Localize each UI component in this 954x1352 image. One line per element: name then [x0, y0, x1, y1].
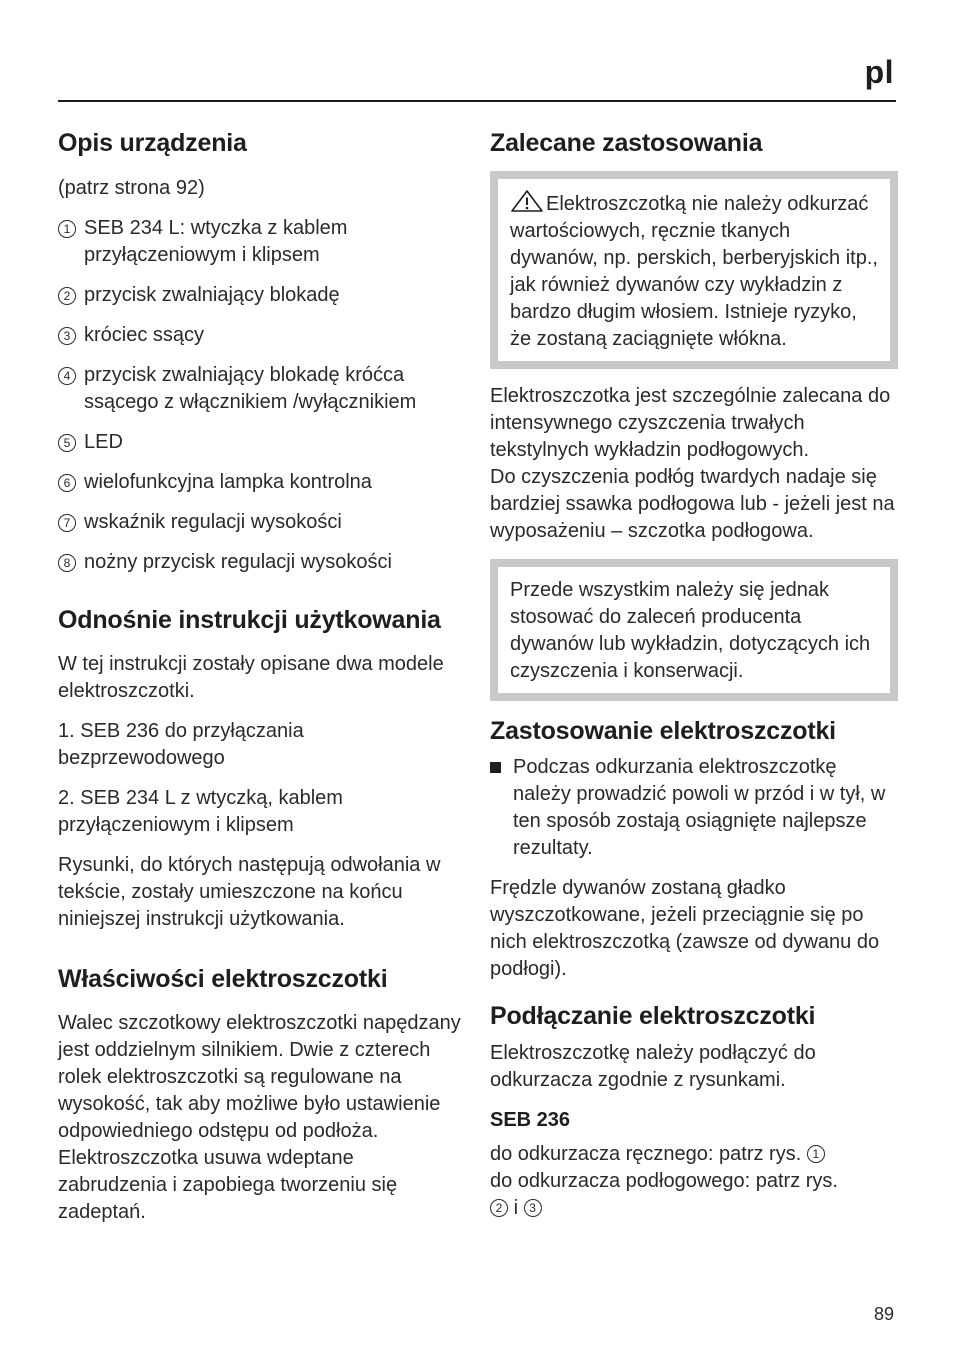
figure-ref-text: do odkurzacza ręcznego: patrz rys.	[490, 1143, 802, 1165]
podlaczanie-text: Elektroszczotkę należy podłączyć do odkurzacza zgodnie z rysunkami.	[490, 1042, 816, 1091]
left-column	[58, 120, 470, 1226]
zalecane-text-2: Do czyszczenia podłóg twardych nadaje się bardziej ssawka podłogowa lub - jeżeli jest na wyposażeniu – szczotka podłogowa.	[490, 466, 895, 542]
instr-model-2: 2. SEB 234 L z wtyczką, kablem przyłączeniowym i klipsem	[58, 787, 343, 836]
zalecane-text-1: Elektroszczotka jest szczególnie zalecana do intensywnego czyszczenia trwałych tekstylnych wykładzin podłogowych.	[490, 385, 891, 461]
instr-figures-note: Rysunki, do których następują odwołania w tekście, zostały umieszczone na końcu niniejszej instrukcji użytkowania.	[58, 854, 441, 930]
note-text: Przede wszystkim należy się jednak stosować do zaleceń producenta dywanów lub wykładzin, dotyczących ich czyszczenia i konserwacji.	[510, 579, 871, 682]
list-item-text: wskaźnik regulacji wysokości	[84, 511, 342, 533]
list-item-text: nożny przycisk regulacji wysokości	[84, 551, 392, 573]
figure-ref-line-3	[490, 1195, 898, 1222]
header-rule	[58, 100, 896, 102]
list-item-text: przycisk zwalniający blokadę	[84, 284, 340, 306]
warning-box	[490, 171, 898, 369]
list-item	[58, 429, 470, 456]
section-title-zalecane: Zalecane zastosowania	[490, 129, 763, 157]
list-item-text: SEB 234 L: wtyczka z kablem przyłączeniowym i klipsem	[84, 217, 348, 266]
list-item-text: LED	[84, 431, 123, 453]
circled-number-icon: 1	[58, 220, 76, 238]
list-item-text: przycisk zwalniający blokadę króćca ssącego z włącznikiem /wyłącznikiem	[84, 364, 417, 413]
circled-number-icon: 3	[58, 327, 76, 345]
section-title-zastosowanie: Zastosowanie elektroszczotki	[490, 717, 836, 745]
section-title-podlaczanie: Podłączanie elektroszczotki	[490, 1002, 816, 1030]
note-box	[490, 559, 898, 701]
circled-number-icon: 6	[58, 474, 76, 492]
list-item	[58, 282, 470, 309]
list-item-text: wielofunkcyjna lampka kontrolna	[84, 471, 372, 493]
page-number: 89	[873, 1304, 894, 1324]
square-bullet-icon	[490, 762, 501, 773]
wlasciwosci-text: Walec szczotkowy elektroszczotki napędzany jest oddzielnym silnikiem. Dwie z czterech rolek elektroszczotki są regulowane na wysokość, tak aby możliwe było ustawienie odpowiedniego odstępu od podłoża. Elektroszczotka usuwa wdeptane zabrudzenia i zapobiega tworzeniu się zadeptań.	[58, 1012, 461, 1223]
circled-number-icon: 3	[524, 1199, 542, 1217]
figure-ref-and: i	[513, 1197, 519, 1219]
instr-intro: W tej instrukcji zostały opisane dwa modele elektroszczotki.	[58, 653, 444, 702]
model-subtitle: SEB 236	[490, 1109, 571, 1131]
bullet-text: Podczas odkurzania elektroszczotkę należy prowadzić powoli w przód i w tył, w ten sposób zostają osiągnięte najlepsze rezultaty.	[513, 756, 886, 859]
figure-ref-line-1	[490, 1141, 898, 1168]
warning-text: Elektroszczotką nie należy odkurzać wartościowych, ręcznie tkanych dywanów, np. perskich, berberyjskich itp., jak również dywanów czy wykładzin z bardzo długim włosiem. Istnieje ryzyko, że zostaną zaciągnięte włókna.	[510, 193, 878, 350]
opis-ref: (patrz strona 92)	[58, 177, 205, 199]
right-column	[490, 120, 898, 1222]
section-title-wlasciwosci: Właściwości elektroszczotki	[58, 965, 388, 993]
circled-number-icon: 7	[58, 514, 76, 532]
circled-number-icon: 8	[58, 554, 76, 572]
circled-number-icon: 2	[490, 1199, 508, 1217]
zastosowanie-text: Frędzle dywanów zostaną gładko wyszczotkowane, jeżeli przeciągnie się po nich elektroszczotką (zawsze od dywanu do podłogi).	[490, 877, 880, 980]
circled-number-icon: 5	[58, 434, 76, 452]
figure-ref-line-2: do odkurzacza podłogowego: patrz rys.	[490, 1170, 838, 1192]
circled-number-icon: 2	[58, 287, 76, 305]
language-tag: pl	[864, 54, 894, 90]
list-item	[58, 509, 470, 536]
list-item	[58, 469, 470, 496]
warning-triangle-icon	[510, 189, 544, 213]
list-item	[58, 322, 470, 349]
instr-model-1: 1. SEB 236 do przyłączania bezprzewodowego	[58, 720, 304, 769]
circled-number-icon: 4	[58, 367, 76, 385]
list-item	[58, 215, 470, 269]
circled-number-icon: 1	[807, 1145, 825, 1163]
parts-list	[58, 215, 470, 576]
section-title-opis: Opis urządzenia	[58, 129, 247, 157]
warning-text-block	[510, 189, 878, 353]
list-item	[58, 549, 470, 576]
list-item	[58, 362, 470, 416]
list-item-text: króciec ssący	[84, 324, 205, 346]
section-title-instrukcja: Odnośnie instrukcji użytkowania	[58, 606, 441, 634]
bullet-item	[490, 754, 898, 862]
